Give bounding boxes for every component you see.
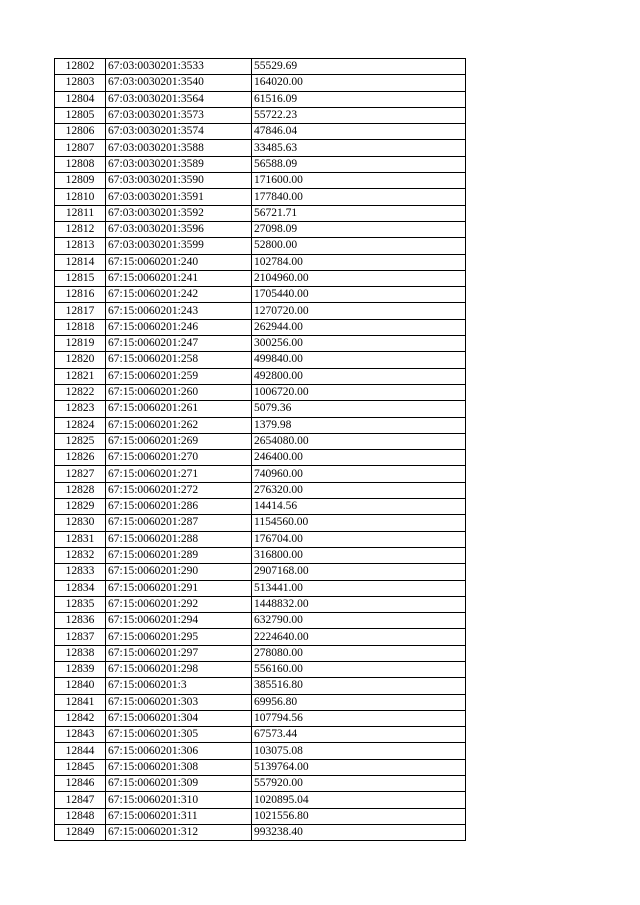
row-number-cell: 12827 [55, 466, 106, 482]
table-body [55, 59, 466, 841]
row-number-cell: 12833 [55, 564, 106, 580]
row-number-cell: 12844 [55, 743, 106, 759]
row-number-cell: 12820 [55, 352, 106, 368]
row-number-cell: 12846 [55, 776, 106, 792]
value-cell: 27098.09 [252, 221, 466, 237]
cadastral-number-cell: 67:15:0060201:3 [106, 678, 252, 694]
cadastral-number-cell: 67:15:0060201:286 [106, 499, 252, 515]
row-number-cell: 12806 [55, 124, 106, 140]
value-cell: 556160.00 [252, 661, 466, 677]
row-number-cell: 12839 [55, 661, 106, 677]
value-cell: 492800.00 [252, 368, 466, 384]
table-row [55, 75, 466, 91]
table-row [55, 776, 466, 792]
cadastral-number-cell: 67:15:0060201:298 [106, 661, 252, 677]
table-row [55, 433, 466, 449]
table-row [55, 645, 466, 661]
cadastral-number-cell: 67:03:0030201:3588 [106, 140, 252, 156]
row-number-cell: 12836 [55, 613, 106, 629]
cadastral-number-cell: 67:15:0060201:262 [106, 417, 252, 433]
cadastral-number-cell: 67:03:0030201:3589 [106, 156, 252, 172]
value-cell: 61516.09 [252, 91, 466, 107]
table-row [55, 824, 466, 840]
value-cell: 177840.00 [252, 189, 466, 205]
cadastral-number-cell: 67:15:0060201:303 [106, 694, 252, 710]
cadastral-number-cell: 67:15:0060201:258 [106, 352, 252, 368]
cadastral-number-cell: 67:15:0060201:240 [106, 254, 252, 270]
table-row [55, 564, 466, 580]
table-row [55, 238, 466, 254]
table-row [55, 759, 466, 775]
value-cell: 1705440.00 [252, 287, 466, 303]
row-number-cell: 12829 [55, 499, 106, 515]
cadastral-number-cell: 67:15:0060201:292 [106, 596, 252, 612]
cadastral-number-cell: 67:15:0060201:259 [106, 368, 252, 384]
row-number-cell: 12816 [55, 287, 106, 303]
table-row [55, 401, 466, 417]
value-cell: 33485.63 [252, 140, 466, 156]
row-number-cell: 12812 [55, 221, 106, 237]
value-cell: 278080.00 [252, 645, 466, 661]
value-cell: 993238.40 [252, 824, 466, 840]
value-cell: 107794.56 [252, 710, 466, 726]
row-number-cell: 12841 [55, 694, 106, 710]
table-row [55, 710, 466, 726]
row-number-cell: 12813 [55, 238, 106, 254]
row-number-cell: 12828 [55, 482, 106, 498]
cadastral-number-cell: 67:03:0030201:3590 [106, 173, 252, 189]
row-number-cell: 12837 [55, 629, 106, 645]
value-cell: 1270720.00 [252, 303, 466, 319]
value-cell: 385516.80 [252, 678, 466, 694]
value-cell: 1448832.00 [252, 596, 466, 612]
value-cell: 55722.23 [252, 107, 466, 123]
table-row [55, 596, 466, 612]
cadastral-number-cell: 67:15:0060201:269 [106, 433, 252, 449]
cadastral-number-cell: 67:15:0060201:297 [106, 645, 252, 661]
row-number-cell: 12835 [55, 596, 106, 612]
row-number-cell: 12817 [55, 303, 106, 319]
value-cell: 1021556.80 [252, 808, 466, 824]
table-row [55, 205, 466, 221]
row-number-cell: 12815 [55, 270, 106, 286]
cadastral-number-cell: 67:03:0030201:3564 [106, 91, 252, 107]
table-row [55, 515, 466, 531]
row-number-cell: 12824 [55, 417, 106, 433]
table-row [55, 173, 466, 189]
row-number-cell: 12847 [55, 792, 106, 808]
value-cell: 557920.00 [252, 776, 466, 792]
value-cell: 2224640.00 [252, 629, 466, 645]
table-row [55, 140, 466, 156]
row-number-cell: 12822 [55, 384, 106, 400]
cadastral-number-cell: 67:15:0060201:287 [106, 515, 252, 531]
table-row [55, 531, 466, 547]
value-cell: 14414.56 [252, 499, 466, 515]
cadastral-number-cell: 67:15:0060201:260 [106, 384, 252, 400]
cadastral-number-cell: 67:15:0060201:270 [106, 450, 252, 466]
table-row [55, 499, 466, 515]
value-cell: 1154560.00 [252, 515, 466, 531]
value-cell: 52800.00 [252, 238, 466, 254]
value-cell: 164020.00 [252, 75, 466, 91]
value-cell: 262944.00 [252, 319, 466, 335]
cadastral-number-cell: 67:03:0030201:3596 [106, 221, 252, 237]
row-number-cell: 12810 [55, 189, 106, 205]
row-number-cell: 12848 [55, 808, 106, 824]
cadastral-number-cell: 67:03:0030201:3540 [106, 75, 252, 91]
value-cell: 171600.00 [252, 173, 466, 189]
cadastral-number-cell: 67:15:0060201:272 [106, 482, 252, 498]
row-number-cell: 12819 [55, 336, 106, 352]
table-row [55, 450, 466, 466]
cadastral-number-cell: 67:03:0030201:3533 [106, 59, 252, 75]
row-number-cell: 12802 [55, 59, 106, 75]
value-cell: 67573.44 [252, 727, 466, 743]
table-row [55, 336, 466, 352]
table-row [55, 613, 466, 629]
cadastral-number-cell: 67:03:0030201:3573 [106, 107, 252, 123]
cadastral-number-cell: 67:03:0030201:3592 [106, 205, 252, 221]
table-row [55, 107, 466, 123]
value-cell: 56588.09 [252, 156, 466, 172]
value-cell: 499840.00 [252, 352, 466, 368]
cadastral-number-cell: 67:15:0060201:305 [106, 727, 252, 743]
table-row [55, 384, 466, 400]
cadastral-number-cell: 67:15:0060201:295 [106, 629, 252, 645]
cadastral-number-cell: 67:03:0030201:3599 [106, 238, 252, 254]
row-number-cell: 12821 [55, 368, 106, 384]
value-cell: 1006720.00 [252, 384, 466, 400]
table-row [55, 743, 466, 759]
cadastral-number-cell: 67:15:0060201:247 [106, 336, 252, 352]
cadastral-number-cell: 67:15:0060201:241 [106, 270, 252, 286]
value-cell: 69956.80 [252, 694, 466, 710]
table-row [55, 91, 466, 107]
cadastral-number-cell: 67:15:0060201:294 [106, 613, 252, 629]
table-row [55, 221, 466, 237]
row-number-cell: 12809 [55, 173, 106, 189]
cadastral-number-cell: 67:03:0030201:3591 [106, 189, 252, 205]
value-cell: 5079.36 [252, 401, 466, 417]
cadastral-number-cell: 67:15:0060201:271 [106, 466, 252, 482]
cadastral-number-cell: 67:15:0060201:261 [106, 401, 252, 417]
value-cell: 102784.00 [252, 254, 466, 270]
cadastral-number-cell: 67:15:0060201:290 [106, 564, 252, 580]
value-cell: 513441.00 [252, 580, 466, 596]
value-cell: 2104960.00 [252, 270, 466, 286]
cadastral-number-cell: 67:15:0060201:291 [106, 580, 252, 596]
cadastral-number-cell: 67:15:0060201:309 [106, 776, 252, 792]
row-number-cell: 12849 [55, 824, 106, 840]
value-cell: 47846.04 [252, 124, 466, 140]
row-number-cell: 12823 [55, 401, 106, 417]
row-number-cell: 12811 [55, 205, 106, 221]
cadastral-number-cell: 67:15:0060201:246 [106, 319, 252, 335]
table-row [55, 792, 466, 808]
value-cell: 316800.00 [252, 547, 466, 563]
value-cell: 103075.08 [252, 743, 466, 759]
table-row [55, 808, 466, 824]
value-cell: 1379.98 [252, 417, 466, 433]
row-number-cell: 12830 [55, 515, 106, 531]
row-number-cell: 12826 [55, 450, 106, 466]
value-cell: 56721.71 [252, 205, 466, 221]
row-number-cell: 12825 [55, 433, 106, 449]
cadastral-number-cell: 67:15:0060201:288 [106, 531, 252, 547]
row-number-cell: 12843 [55, 727, 106, 743]
value-cell: 300256.00 [252, 336, 466, 352]
row-number-cell: 12808 [55, 156, 106, 172]
value-cell: 740960.00 [252, 466, 466, 482]
row-number-cell: 12831 [55, 531, 106, 547]
value-cell: 2907168.00 [252, 564, 466, 580]
table-row [55, 482, 466, 498]
table-row [55, 629, 466, 645]
row-number-cell: 12804 [55, 91, 106, 107]
row-number-cell: 12805 [55, 107, 106, 123]
value-cell: 5139764.00 [252, 759, 466, 775]
value-cell: 632790.00 [252, 613, 466, 629]
row-number-cell: 12807 [55, 140, 106, 156]
row-number-cell: 12838 [55, 645, 106, 661]
cadastral-number-cell: 67:15:0060201:311 [106, 808, 252, 824]
cadastral-number-cell: 67:15:0060201:304 [106, 710, 252, 726]
cadastral-number-cell: 67:15:0060201:242 [106, 287, 252, 303]
table-row [55, 368, 466, 384]
row-number-cell: 12834 [55, 580, 106, 596]
cadastral-number-cell: 67:15:0060201:289 [106, 547, 252, 563]
row-number-cell: 12803 [55, 75, 106, 91]
cadastral-value-table [54, 58, 466, 841]
cadastral-number-cell: 67:03:0030201:3574 [106, 124, 252, 140]
row-number-cell: 12845 [55, 759, 106, 775]
cadastral-number-cell: 67:15:0060201:310 [106, 792, 252, 808]
row-number-cell: 12814 [55, 254, 106, 270]
cadastral-number-cell: 67:15:0060201:306 [106, 743, 252, 759]
row-number-cell: 12840 [55, 678, 106, 694]
cadastral-number-cell: 67:15:0060201:312 [106, 824, 252, 840]
row-number-cell: 12818 [55, 319, 106, 335]
table-row [55, 417, 466, 433]
table-row [55, 59, 466, 75]
table-row [55, 270, 466, 286]
table-row [55, 352, 466, 368]
row-number-cell: 12832 [55, 547, 106, 563]
cadastral-number-cell: 67:15:0060201:243 [106, 303, 252, 319]
table-row [55, 124, 466, 140]
table-row [55, 287, 466, 303]
table-row [55, 466, 466, 482]
value-cell: 246400.00 [252, 450, 466, 466]
table-row [55, 580, 466, 596]
table-row [55, 254, 466, 270]
table-row [55, 319, 466, 335]
value-cell: 176704.00 [252, 531, 466, 547]
table-row [55, 661, 466, 677]
row-number-cell: 12842 [55, 710, 106, 726]
table-row [55, 547, 466, 563]
value-cell: 55529.69 [252, 59, 466, 75]
table-row [55, 727, 466, 743]
table-row [55, 156, 466, 172]
table-row [55, 678, 466, 694]
table-row [55, 189, 466, 205]
value-cell: 2654080.00 [252, 433, 466, 449]
table-row [55, 694, 466, 710]
value-cell: 276320.00 [252, 482, 466, 498]
value-cell: 1020895.04 [252, 792, 466, 808]
cadastral-number-cell: 67:15:0060201:308 [106, 759, 252, 775]
table-row [55, 303, 466, 319]
